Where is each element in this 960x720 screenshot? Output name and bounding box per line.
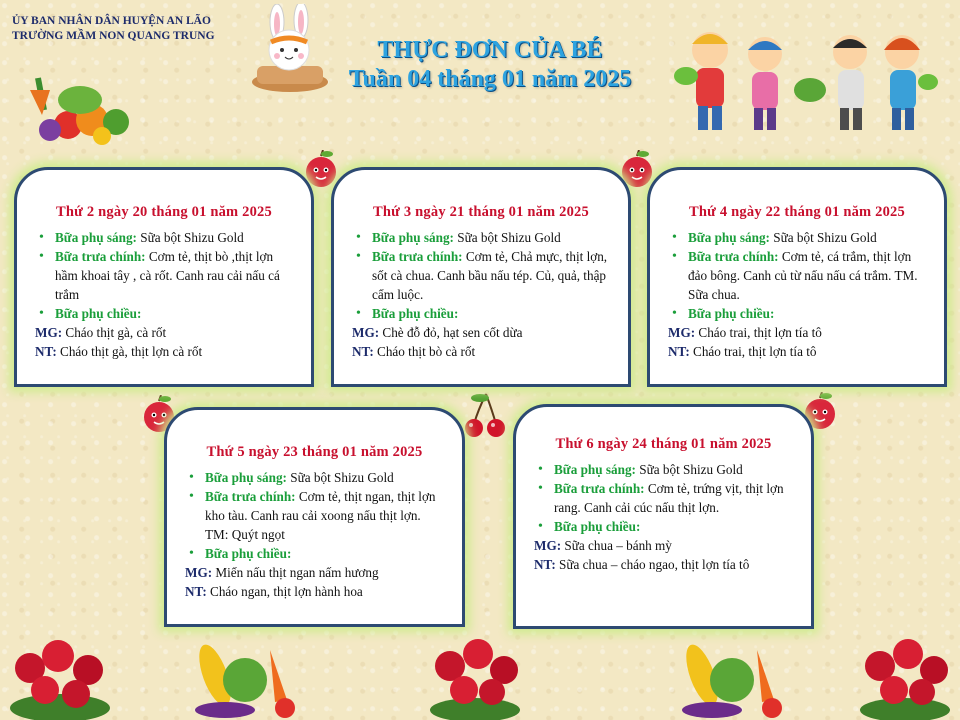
- afternoon-item: • Bữa phụ chiều:: [554, 517, 791, 536]
- afternoon-item: • Bữa phụ chiều:: [372, 304, 608, 323]
- mg-line: MG: Cháo thịt gà, cà rốt: [35, 325, 167, 340]
- breakfast-item: • Bữa phụ sáng: Sữa bột Shizu Gold: [372, 228, 608, 247]
- mg-line: MG: Chè đỗ đỏ, hạt sen cốt dừa: [352, 325, 523, 340]
- menu-card-monday: [14, 167, 314, 387]
- lunch-item: • Bữa trưa chính: Cơm tẻ, Chả mực, thịt lợn, sốt cà chua. Canh bầu nấu tép. Củ, quả, thập cẩm luộc.: [372, 247, 608, 304]
- breakfast-item: • Bữa phụ sáng: Sữa bột Shizu Gold: [55, 228, 291, 247]
- apple-face-icon: [304, 150, 338, 188]
- meal-list: [670, 228, 924, 323]
- vegetable-basket-icon: [20, 70, 140, 150]
- day-title: Thứ 4 ngày 22 tháng 01 năm 2025: [689, 204, 905, 220]
- title-line-2: Tuần 04 tháng 01 năm 2025: [348, 66, 632, 92]
- cherry-icon: [462, 390, 510, 440]
- org-line-2: TRƯỜNG MẦM NON QUANG TRUNG: [12, 30, 215, 42]
- meal-list: [37, 228, 291, 323]
- school-header: [12, 14, 215, 44]
- meal-list: [536, 460, 791, 536]
- lunch-item: • Bữa trưa chính: Cơm tẻ, trứng vịt, thịt lợn rang. Canh cải cúc nấu thịt lợn.: [554, 479, 791, 517]
- menu-card-thursday: [164, 407, 465, 627]
- rose-bouquet-icon: [0, 628, 120, 720]
- vegetable-basket-icon: [662, 630, 792, 720]
- day-title: Thứ 6 ngày 24 tháng 01 năm 2025: [555, 436, 772, 452]
- day-title: Thứ 3 ngày 21 tháng 01 năm 2025: [373, 204, 589, 220]
- nt-line: NT: Cháo thịt bò cà rốt: [352, 344, 476, 359]
- day-title: Thứ 2 ngày 20 tháng 01 năm 2025: [56, 204, 272, 220]
- page-title: [290, 36, 690, 94]
- lunch-item: • Bữa trưa chính: Cơm tẻ, thịt bò ,thịt lợn hầm khoai tây , cà rốt. Canh rau cải nấu cá trắm: [55, 247, 291, 304]
- meal-list: [354, 228, 608, 323]
- day-title: Thứ 5 ngày 23 tháng 01 năm 2025: [206, 444, 423, 460]
- afternoon-item: • Bữa phụ chiều:: [205, 544, 442, 563]
- nt-line: NT: Cháo trai, thịt lợn tía tô: [668, 344, 817, 359]
- mg-line: MG: Sữa chua – bánh mỳ: [534, 538, 672, 553]
- mg-line: MG: Cháo trai, thịt lợn tía tô: [668, 325, 822, 340]
- breakfast-item: • Bữa phụ sáng: Sữa bột Shizu Gold: [688, 228, 924, 247]
- lunch-item: • Bữa trưa chính: Cơm tẻ, cá trắm, thịt lợn đảo bông. Canh củ từ nấu nấu cá trắm. TM. Sữa chua.: [688, 247, 924, 304]
- kids-vegetables-icon: [670, 20, 940, 140]
- title-line-1: THỰC ĐƠN CỦA BÉ: [377, 37, 603, 63]
- breakfast-item: • Bữa phụ sáng: Sữa bột Shizu Gold: [554, 460, 791, 479]
- menu-card-friday: [513, 404, 814, 629]
- nt-line: NT: Cháo thịt gà, thịt lợn cà rốt: [35, 344, 203, 359]
- menu-card-wednesday: [647, 167, 947, 387]
- mg-line: MG: Miến nấu thịt ngan nấm hương: [185, 565, 379, 580]
- org-line-1: ỦY BAN NHÂN DÂN HUYỆN AN LÃO: [12, 15, 211, 27]
- menu-card-tuesday: [331, 167, 631, 387]
- bunny-icon: [245, 4, 335, 94]
- nt-line: NT: Cháo ngan, thịt lợn hành hoa: [185, 584, 363, 599]
- rose-bouquet-icon: [850, 628, 960, 720]
- afternoon-item: • Bữa phụ chiều:: [688, 304, 924, 323]
- meal-list: [187, 468, 442, 563]
- breakfast-item: • Bữa phụ sáng: Sữa bột Shizu Gold: [205, 468, 442, 487]
- afternoon-item: • Bữa phụ chiều:: [55, 304, 291, 323]
- rose-bouquet-icon: [420, 628, 530, 720]
- lunch-item: • Bữa trưa chính: Cơm tẻ, thịt ngan, thịt lợn kho tàu. Canh rau cải xoong nấu thịt lợn. TM: Quýt ngọt: [205, 487, 442, 544]
- vegetable-basket-icon: [175, 630, 305, 720]
- nt-line: NT: Sữa chua – cháo ngao, thịt lợn tía tô: [534, 557, 750, 572]
